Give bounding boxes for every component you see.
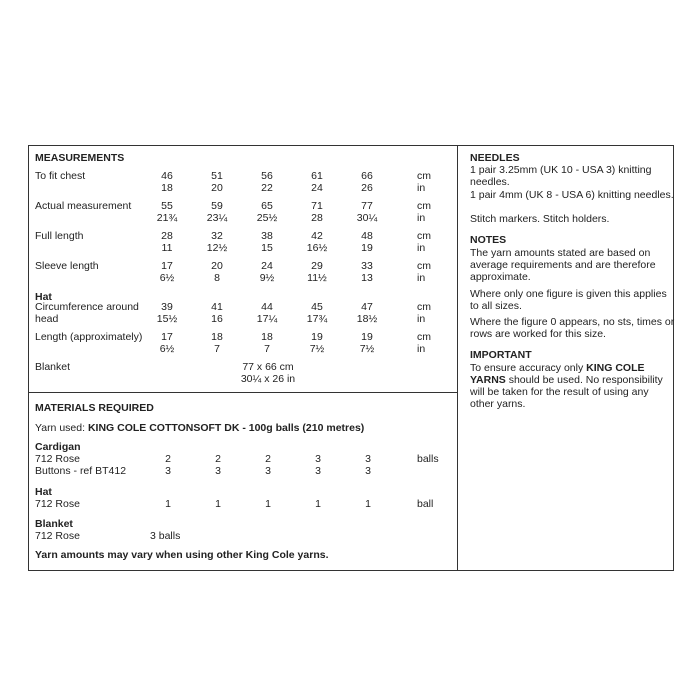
unit-cm: cm xyxy=(417,170,431,182)
hat-in-value: 17¾ xyxy=(306,313,328,325)
measurement-cm-value: 42 xyxy=(311,230,323,242)
hat-cm-value: 18 xyxy=(211,331,223,343)
unit-in: in xyxy=(417,313,426,325)
material-qty: 3 xyxy=(165,465,171,477)
hat-cm-value: 19 xyxy=(311,331,323,343)
measurement-label: To fit chest xyxy=(35,170,86,182)
hat-cm-value: 44 xyxy=(261,301,273,313)
measurement-in-value: 20 xyxy=(211,182,223,194)
material-label: Buttons - ref BT412 xyxy=(35,465,127,477)
important-text-pre: To ensure accuracy only xyxy=(470,362,587,374)
hat-in-value: 7½ xyxy=(359,343,375,355)
hat-in-value: 7½ xyxy=(309,343,325,355)
unit-in: in xyxy=(417,212,426,224)
blanket-yarn-value: 3 balls xyxy=(150,530,181,542)
unit-cm: cm xyxy=(417,260,431,272)
important-text xyxy=(470,362,675,410)
measurement-cm-value: 55 xyxy=(161,200,173,212)
hat-materials-heading: Hat xyxy=(35,486,52,498)
measurement-in-value: 25½ xyxy=(256,212,278,224)
hat-in-value: 17¼ xyxy=(256,313,278,325)
measurement-in-value: 11½ xyxy=(307,272,327,284)
unit-in: in xyxy=(417,343,426,355)
hat-cm-value: 45 xyxy=(311,301,323,313)
notes-para-2: Where only one figure is given this applies to all sizes. xyxy=(470,288,667,312)
measurement-in-value: 30¼ xyxy=(356,212,378,224)
measurement-cm-value: 59 xyxy=(211,200,223,212)
measurement-in-value: 16½ xyxy=(306,242,328,254)
hat-in-value: 7 xyxy=(264,343,270,355)
material-qty: 2 xyxy=(265,453,271,465)
measurement-in-value: 26 xyxy=(361,182,373,194)
material-unit: balls xyxy=(417,453,439,465)
yarn-used-prefix: Yarn used: xyxy=(35,422,86,434)
measurement-in-value: 13 xyxy=(361,272,373,284)
measurement-in-value: 22 xyxy=(261,182,273,194)
measurement-cm-value: 24 xyxy=(261,260,273,272)
measurement-cm-value: 33 xyxy=(361,260,373,272)
measurement-label: Actual measurement xyxy=(35,200,132,212)
measurement-cm-value: 17 xyxy=(161,260,173,272)
measurement-in-value: 19 xyxy=(361,242,373,254)
measurement-cm-value: 20 xyxy=(211,260,223,272)
hat-cm-value: 17 xyxy=(161,331,173,343)
material-label: 712 Rose xyxy=(35,453,80,465)
unit-cm: cm xyxy=(417,301,431,313)
section-divider xyxy=(28,392,458,393)
unit-cm: cm xyxy=(417,200,431,212)
material-qty: 2 xyxy=(165,453,171,465)
material-qty: 1 xyxy=(165,498,171,510)
yarn-used-value: KING COLE COTTONSOFT DK - 100g balls (210 metres) xyxy=(87,422,365,434)
hat-in-value: 6½ xyxy=(159,343,175,355)
measurement-cm-value: 61 xyxy=(311,170,323,182)
blanket-size-cm: 77 x 66 cm xyxy=(242,361,294,373)
notes-para-1: The yarn amounts stated are based on average requirements and are therefore approximate. xyxy=(470,247,656,283)
blanket-size-in: 30¼ x 26 in xyxy=(240,373,296,385)
yarn-used xyxy=(35,422,364,434)
measurements-title: MEASUREMENTS xyxy=(35,152,125,164)
measurement-in-value: 24 xyxy=(311,182,323,194)
hat-cm-value: 41 xyxy=(211,301,223,313)
material-unit: ball xyxy=(417,498,434,510)
measurement-cm-value: 48 xyxy=(361,230,373,242)
material-qty: 1 xyxy=(215,498,221,510)
needles-title: NEEDLES xyxy=(470,152,520,164)
material-qty: 3 xyxy=(215,465,221,477)
hat-cm-value: 47 xyxy=(361,301,373,313)
measurement-cm-value: 46 xyxy=(161,170,173,182)
measurement-cm-value: 77 xyxy=(361,200,373,212)
unit-cm: cm xyxy=(417,331,431,343)
needles-item-2: 1 pair 4mm (UK 8 - USA 6) knitting needles. xyxy=(470,189,674,201)
material-qty: 3 xyxy=(265,465,271,477)
materials-title: MATERIALS REQUIRED xyxy=(35,402,154,414)
measurement-in-value: 11 xyxy=(161,242,173,254)
hat-measurement-label-cont: head xyxy=(35,313,59,325)
measurement-in-value: 21¾ xyxy=(156,212,178,224)
hat-cm-value: 39 xyxy=(161,301,173,313)
blanket-materials-heading: Blanket xyxy=(35,518,73,530)
needles-item-3: Stitch markers. Stitch holders. xyxy=(470,213,610,225)
measurement-cm-value: 29 xyxy=(311,260,323,272)
unit-cm: cm xyxy=(417,230,431,242)
material-qty: 1 xyxy=(365,498,371,510)
hat-measurement-label: Circumference around xyxy=(35,301,139,313)
blanket-yarn-label: 712 Rose xyxy=(35,530,80,542)
hat-in-value: 18½ xyxy=(356,313,378,325)
unit-in: in xyxy=(417,272,426,284)
material-qty: 3 xyxy=(315,465,321,477)
hat-cm-value: 18 xyxy=(261,331,273,343)
measurement-in-value: 12½ xyxy=(206,242,228,254)
important-text-post: should be used. No responsibility will be taken for the result of using any other yarns. xyxy=(470,374,663,410)
measurement-in-value: 15 xyxy=(261,242,273,254)
unit-in: in xyxy=(417,242,426,254)
material-qty: 3 xyxy=(365,453,371,465)
unit-in: in xyxy=(417,182,426,194)
measurement-cm-value: 38 xyxy=(261,230,273,242)
measurement-in-value: 8 xyxy=(214,272,220,284)
material-qty: 2 xyxy=(215,453,221,465)
hat-in-value: 15½ xyxy=(156,313,178,325)
measurement-cm-value: 56 xyxy=(261,170,273,182)
measurement-in-value: 23¼ xyxy=(206,212,228,224)
measurement-cm-value: 28 xyxy=(161,230,173,242)
measurement-label: Full length xyxy=(35,230,84,242)
measurement-cm-value: 51 xyxy=(211,170,223,182)
notes-para-3: Where the figure 0 appears, no sts, times or rows are worked for this size. xyxy=(470,316,675,340)
blanket-label: Blanket xyxy=(35,361,71,373)
material-qty: 1 xyxy=(315,498,321,510)
yarn-note: Yarn amounts may vary when using other King Cole yarns. xyxy=(35,549,329,561)
important-text-bold: KING COLE YARNS xyxy=(470,362,645,386)
measurement-cm-value: 66 xyxy=(361,170,373,182)
hat-measurement-label: Length (approximately) xyxy=(35,331,143,343)
column-divider xyxy=(457,145,458,571)
measurement-in-value: 9½ xyxy=(259,272,275,284)
measurement-cm-value: 32 xyxy=(211,230,223,242)
material-label: 712 Rose xyxy=(35,498,80,510)
measurement-label: Sleeve length xyxy=(35,260,99,272)
hat-cm-value: 19 xyxy=(361,331,373,343)
material-qty: 3 xyxy=(365,465,371,477)
notes-title: NOTES xyxy=(470,234,507,246)
hat-heading: Hat xyxy=(35,291,52,303)
material-qty: 3 xyxy=(315,453,321,465)
hat-in-value: 7 xyxy=(214,343,220,355)
hat-in-value: 16 xyxy=(211,313,223,325)
measurement-in-value: 28 xyxy=(311,212,323,224)
needles-item-1: 1 pair 3.25mm (UK 10 - USA 3) knitting needles. xyxy=(470,164,652,188)
measurement-cm-value: 65 xyxy=(261,200,273,212)
cardigan-heading: Cardigan xyxy=(35,441,81,453)
measurement-in-value: 18 xyxy=(161,182,173,194)
measurement-in-value: 6½ xyxy=(159,272,175,284)
important-title: IMPORTANT xyxy=(470,349,532,361)
material-qty: 1 xyxy=(265,498,271,510)
measurement-cm-value: 71 xyxy=(311,200,323,212)
